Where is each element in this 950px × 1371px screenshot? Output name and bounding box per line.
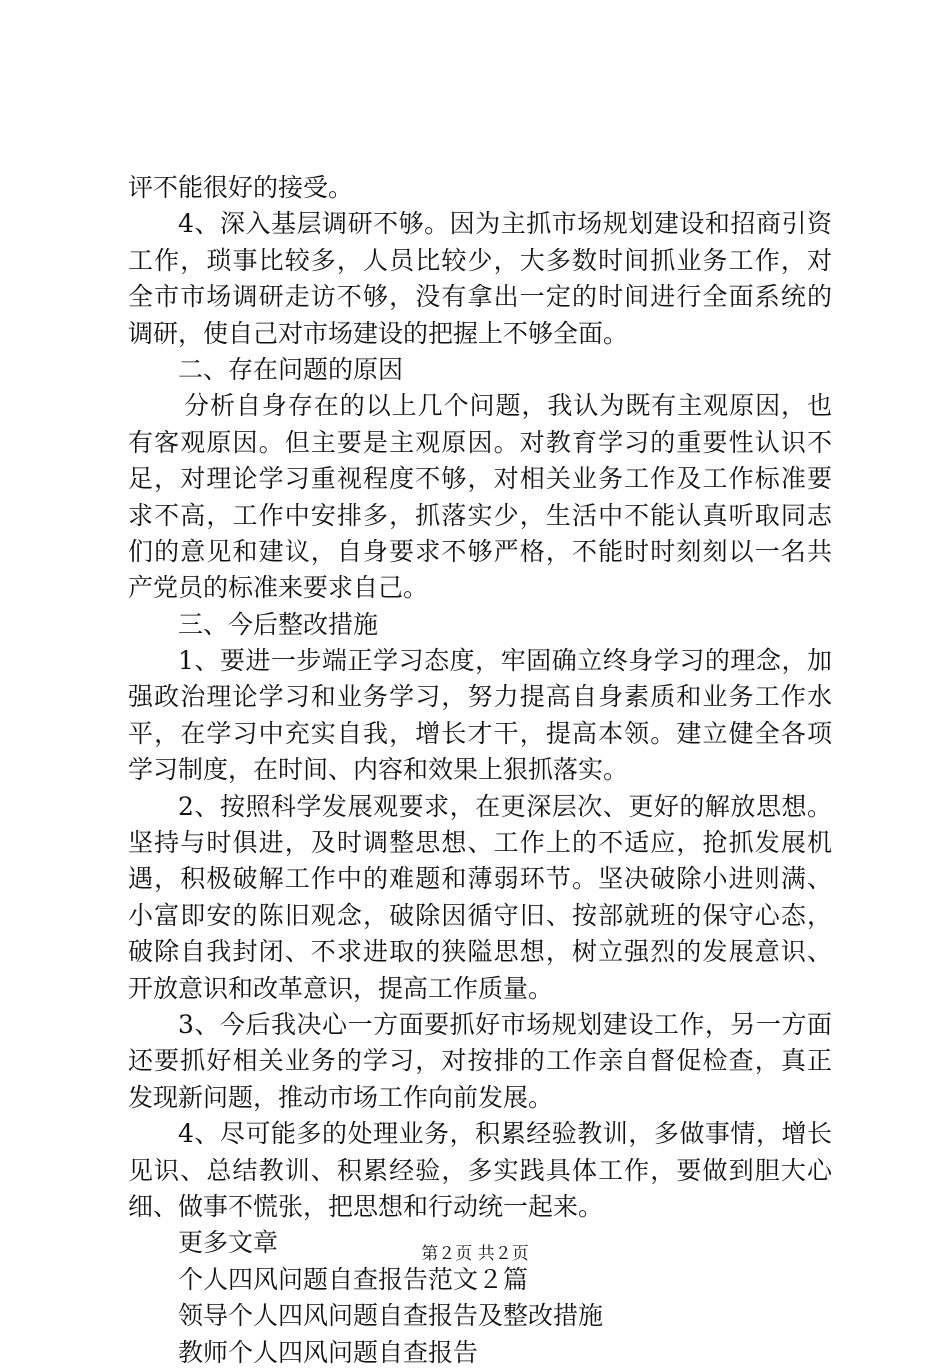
text-line: 破除自我封闭、不求进取的狭隘思想，树立强烈的发展意识、 bbox=[128, 937, 832, 967]
more-articles-heading: 更多文章 bbox=[178, 1228, 279, 1258]
text-line: 开放意识和改革意识，提高工作质量。 bbox=[128, 973, 554, 1003]
section-heading: 二、存在问题的原因 bbox=[178, 354, 404, 384]
page-number-footer: 第２页 共２页 bbox=[421, 1244, 529, 1264]
section-heading: 三、今后整改措施 bbox=[178, 609, 379, 639]
text-line: 全市市场调研走访不够，没有拿出一定的时间进行全面系统的 bbox=[128, 282, 832, 312]
related-article-link[interactable]: 个人四风问题自查报告范文２篇 bbox=[178, 1264, 529, 1294]
text-line: 发现新问题，推动市场工作向前发展。 bbox=[128, 1082, 554, 1112]
text-line: 平，在学习中充实自我，增长才干，提高本领。建立健全各项 bbox=[128, 718, 832, 748]
paragraph-line: 1、要进一步端正学习态度，牢固确立终身学习的理念，加 bbox=[178, 646, 832, 676]
paragraph-line: 分析自身存在的以上几个问题，我认为既有主观原因，也 bbox=[184, 391, 832, 421]
text-line: 评不能很好的接受。 bbox=[128, 173, 354, 202]
text-line: 学习制度，在时间、内容和效果上狠抓落实。 bbox=[128, 755, 629, 785]
text-line: 们的意见和建议，自身要求不够严格，不能时时刻刻以一名共 bbox=[128, 536, 832, 566]
paragraph-line: 3、今后我决心一方面要抓好市场规划建设工作，另一方面 bbox=[178, 1009, 832, 1039]
related-article-link[interactable]: 教师个人四风问题自查报告 bbox=[178, 1337, 479, 1367]
text-line: 产党员的标准来要求自己。 bbox=[128, 573, 429, 603]
text-line: 小富即安的陈旧观念，破除因循守旧、按部就班的保守心态， bbox=[128, 900, 832, 930]
paragraph-line: 4、尽可能多的处理业务，积累经验教训，多做事情，增长 bbox=[178, 1119, 832, 1149]
text-line: 见识、总结教训、积累经验，多实践具体工作，要做到胆大心 bbox=[128, 1155, 832, 1185]
text-line: 求不高，工作中安排多，抓落实少，生活中不能认真听取同志 bbox=[128, 500, 832, 530]
paragraph-line: 4、深入基层调研不够。因为主抓市场规划建设和招商引资 bbox=[178, 209, 832, 239]
paragraph-line: 2、按照科学发展观要求，在更深层次、更好的解放思想。 bbox=[178, 791, 832, 821]
text-line: 调研，使自己对市场建设的把握上不够全面。 bbox=[128, 318, 629, 348]
text-line: 强政治理论学习和业务学习，努力提高自身素质和业务工作水 bbox=[128, 682, 832, 712]
text-line: 足，对理论学习重视程度不够，对相关业务工作及工作标准要 bbox=[128, 464, 832, 494]
text-line: 细、做事不慌张，把思想和行动统一起来。 bbox=[128, 1191, 604, 1221]
text-line: 坚持与时俱进，及时调整思想、工作上的不适应，抢抓发展机 bbox=[128, 828, 832, 858]
document-body bbox=[128, 170, 832, 1371]
text-line: 遇，积极破解工作中的难题和薄弱环节。坚决破除小进则满、 bbox=[128, 864, 832, 894]
text-line: 还要抓好相关业务的学习，对按排的工作亲自督促检查，真正 bbox=[128, 1046, 832, 1076]
text-line: 工作，琐事比较多，人员比较少，大多数时间抓业务工作，对 bbox=[128, 245, 832, 275]
related-article-link[interactable]: 领导个人四风问题自查报告及整改措施 bbox=[178, 1301, 604, 1331]
text-line: 有客观原因。但主要是主观原因。对教育学习的重要性认识不 bbox=[128, 427, 832, 457]
